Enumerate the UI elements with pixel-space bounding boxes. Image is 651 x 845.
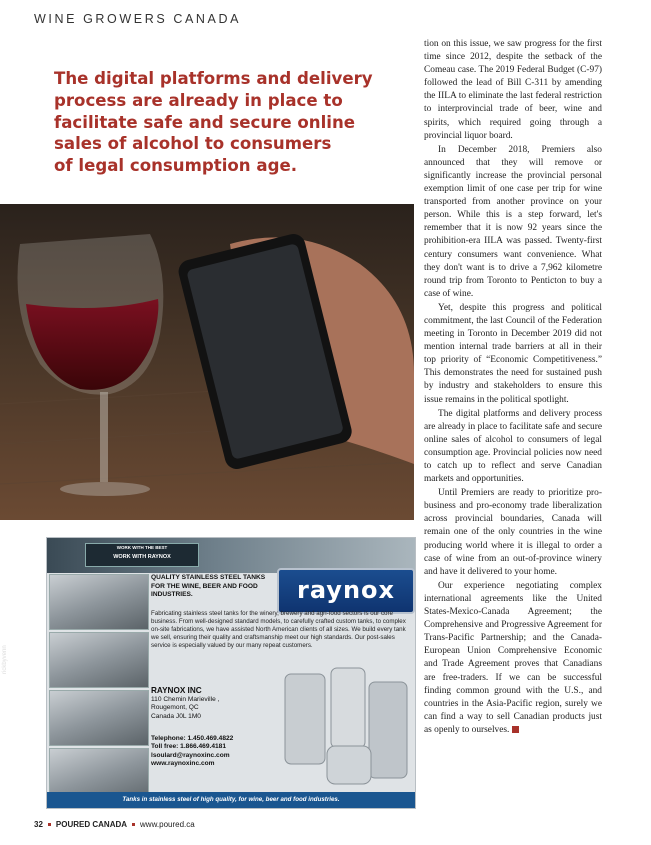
- address-line: 110 Chemin Marieville ,: [151, 696, 220, 703]
- pull-quote-line: The digital platforms and delivery: [54, 69, 373, 88]
- body-paragraph-last: [424, 580, 602, 737]
- ad-banner: [85, 543, 199, 567]
- ad-contact-block: [151, 735, 281, 768]
- raynox-advertisement[interactable]: [46, 537, 416, 809]
- publication-name: POURED CANADA: [55, 820, 128, 829]
- tanks-illustration: [281, 668, 411, 790]
- separator-icon: [48, 823, 51, 826]
- raynox-logo: [277, 568, 415, 614]
- ad-company-block: [151, 685, 281, 721]
- body-paragraph: Until Premiers are ready to prioritize pro-business and pro-economy trade liberalization across provincial boundaries, Canada will remain one of the only countries in the wine producing world where it is illegal to order a case of wine from an out-of-province winery and have it delivered to your home.: [424, 488, 602, 577]
- separator-icon: [132, 823, 135, 826]
- pull-quote: [54, 68, 384, 177]
- toll-free: Toll free: 1.866.469.4181: [151, 743, 227, 751]
- email-link[interactable]: lsoulard@raynoxinc.com: [151, 751, 230, 759]
- address-line: Rougemont, QC: [151, 704, 199, 712]
- company-name: RAYNOX INC: [151, 686, 202, 695]
- website-link[interactable]: www.raynoxinc.com: [151, 759, 215, 767]
- pull-quote-line: process are already in place to: [54, 90, 343, 110]
- section-header: WINE GROWERS CANADA: [34, 12, 242, 26]
- pull-quote-line: facilitate safe and secure online: [54, 112, 356, 132]
- ad-photo-strip: [49, 574, 149, 806]
- ad-description: Fabricating stainless steel tanks for the winery, brewery and agri-food sectors is our core business. From well-designed standard models, to carefully crafted custom tanks, to complex on-site fabrications, we have assisted North American clients of all sizes. We build every tank we sell, ensuring their quality and craftsmanship meet our high standards. Our post-sales service is especially valued by our many repeat customers.: [151, 610, 406, 650]
- end-mark-icon: [512, 726, 519, 733]
- ad-heading: QUALITY STAINLESS STEEL TANKS FOR THE WINE, BEER AND FOOD INDUSTRIES.: [151, 574, 266, 598]
- last-paragraph-text: Our experience negotiating complex international agreements like the United States-Mexico-Canada Agreement; the Comprehensive and Progressive Agreement for Trans-Pacific Partnership; and the Canada-European Union Comprehensive Economic and Trade Agreement proves that Canadians are free-traders. If we can be successful finding common ground with the U.S., and countries in the Asia-Pacific region, surely we can find a way to sell Canadian products just as openly to ourselves.: [424, 580, 602, 735]
- tank-photo: [49, 632, 149, 688]
- pull-quote-line: sales of alcohol to consumers: [54, 134, 332, 154]
- ad-tagline: Tanks in stainless steel of high quality, for wine, beer and food industries.: [47, 792, 415, 808]
- photo-illustration: [0, 204, 414, 520]
- body-paragraph: In December 2018, Premiers also announced that they will remove or significantly increase the provincial personal exemption limit of one case per trip for wine transported from another province on your person. While this is a step forward, let's remember that it is now 92 years since the prohibition-era IILA was passed. Twenty-first century consumers want convenience. What they don't want is to drive a 7,962 kilometre round trip from Toronto to Penticton to buy a case of wine.: [424, 144, 602, 299]
- ad-banner-small: WORK WITH THE BEST: [116, 545, 168, 550]
- publication-url[interactable]: www.poured.ca: [140, 820, 195, 829]
- body-paragraph: tion on this issue, we saw progress for the first time since 2012, despite the setback of the Comeau case. The 2019 Federal Budget (C-97) followed the lead of Bill C-311 by amending the IILA to eliminate the last federal restriction to interprovincial trade of beer, wine and spirits, which required going through a provincial liquor board.: [424, 39, 602, 141]
- photo-credit: rickbyvenn: [2, 645, 8, 674]
- logo-wordmark: raynox: [297, 576, 395, 604]
- page-footer: [34, 820, 195, 829]
- pull-quote-line: of legal consumption age.: [54, 156, 298, 176]
- page-number: 32: [34, 820, 43, 829]
- body-paragraph: Yet, despite this progress and political commitment, the last Council of the Federation meeting in Toronto in December 2019 did not mention internal trade barriers at all in their top priority of “Economic Competitiveness.” This demonstrates the need for sustained push by industry and stakeholders to ensure this issue remains in the political spotlight.: [424, 302, 602, 405]
- telephone: Telephone: 1.450.469.4822: [151, 735, 234, 742]
- address-line: Canada J0L 1M0: [151, 712, 201, 720]
- article-body: [424, 38, 602, 738]
- tank-photo: [49, 690, 149, 746]
- tank-photo: [49, 574, 149, 630]
- body-paragraph: The digital platforms and delivery process are already in place to facilitate safe and secure online sales of alcohol to consumers of legal consumption age. Provincial policies now need to catch up to reflect and serve Canadian markets and opportunities.: [424, 408, 602, 485]
- ad-banner-main: WORK WITH RAYNOX: [113, 554, 171, 560]
